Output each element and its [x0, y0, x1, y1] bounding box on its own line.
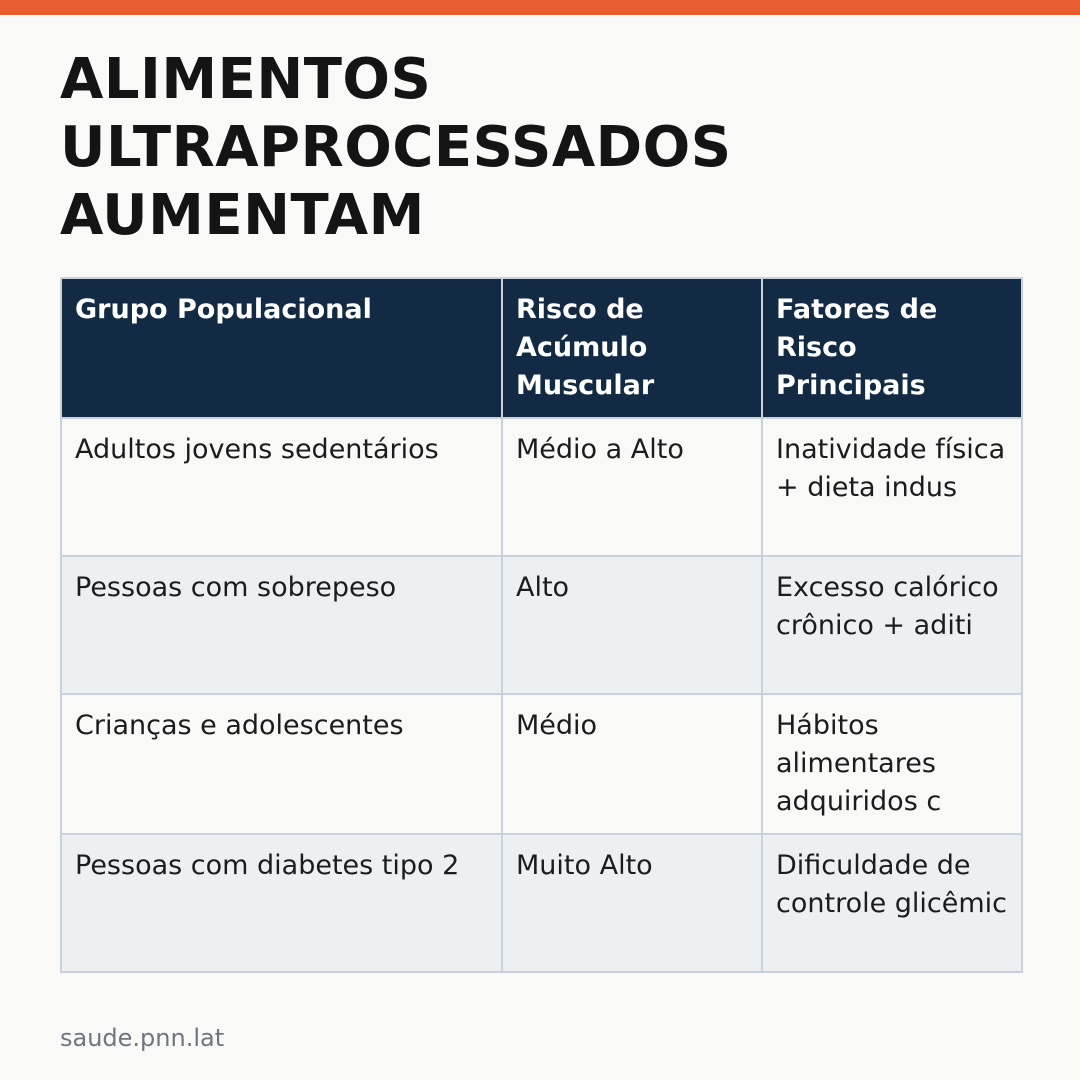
cell-factors: Excesso calórico crônico + aditi: [762, 556, 1022, 694]
cell-risk: Muito Alto: [502, 834, 762, 972]
cell-factors: Hábitos alimentares adquiridos c: [762, 694, 1022, 834]
table-row: [61, 834, 1022, 972]
cell-risk: Médio a Alto: [502, 418, 762, 556]
cell-group: Pessoas com sobrepeso: [61, 556, 502, 694]
source-footer: saude.pnn.lat: [60, 1024, 225, 1052]
table-row: [61, 418, 1022, 556]
table-row: [61, 694, 1022, 834]
cell-group: Crianças e adolescentes: [61, 694, 502, 834]
table-row: [61, 556, 1022, 694]
column-header-risk: Risco de Acúmulo Muscular: [502, 278, 762, 418]
cell-factors: Dificuldade de controle glicêmic: [762, 834, 1022, 972]
table-header-row: [61, 278, 1022, 418]
risk-table: [60, 277, 1021, 973]
accent-bar: [0, 0, 1080, 15]
cell-risk: Médio: [502, 694, 762, 834]
column-header-group: Grupo Populacional: [61, 278, 502, 418]
page-title: ALIMENTOS ULTRAPROCESSADOS AUMENTAM: [60, 47, 732, 248]
cell-group: Adultos jovens sedentários: [61, 418, 502, 556]
cell-risk: Alto: [502, 556, 762, 694]
cell-factors: Inatividade física + dieta indus: [762, 418, 1022, 556]
cell-group: Pessoas com diabetes tipo 2: [61, 834, 502, 972]
column-header-factors: Fatores de Risco Principais: [762, 278, 1022, 418]
